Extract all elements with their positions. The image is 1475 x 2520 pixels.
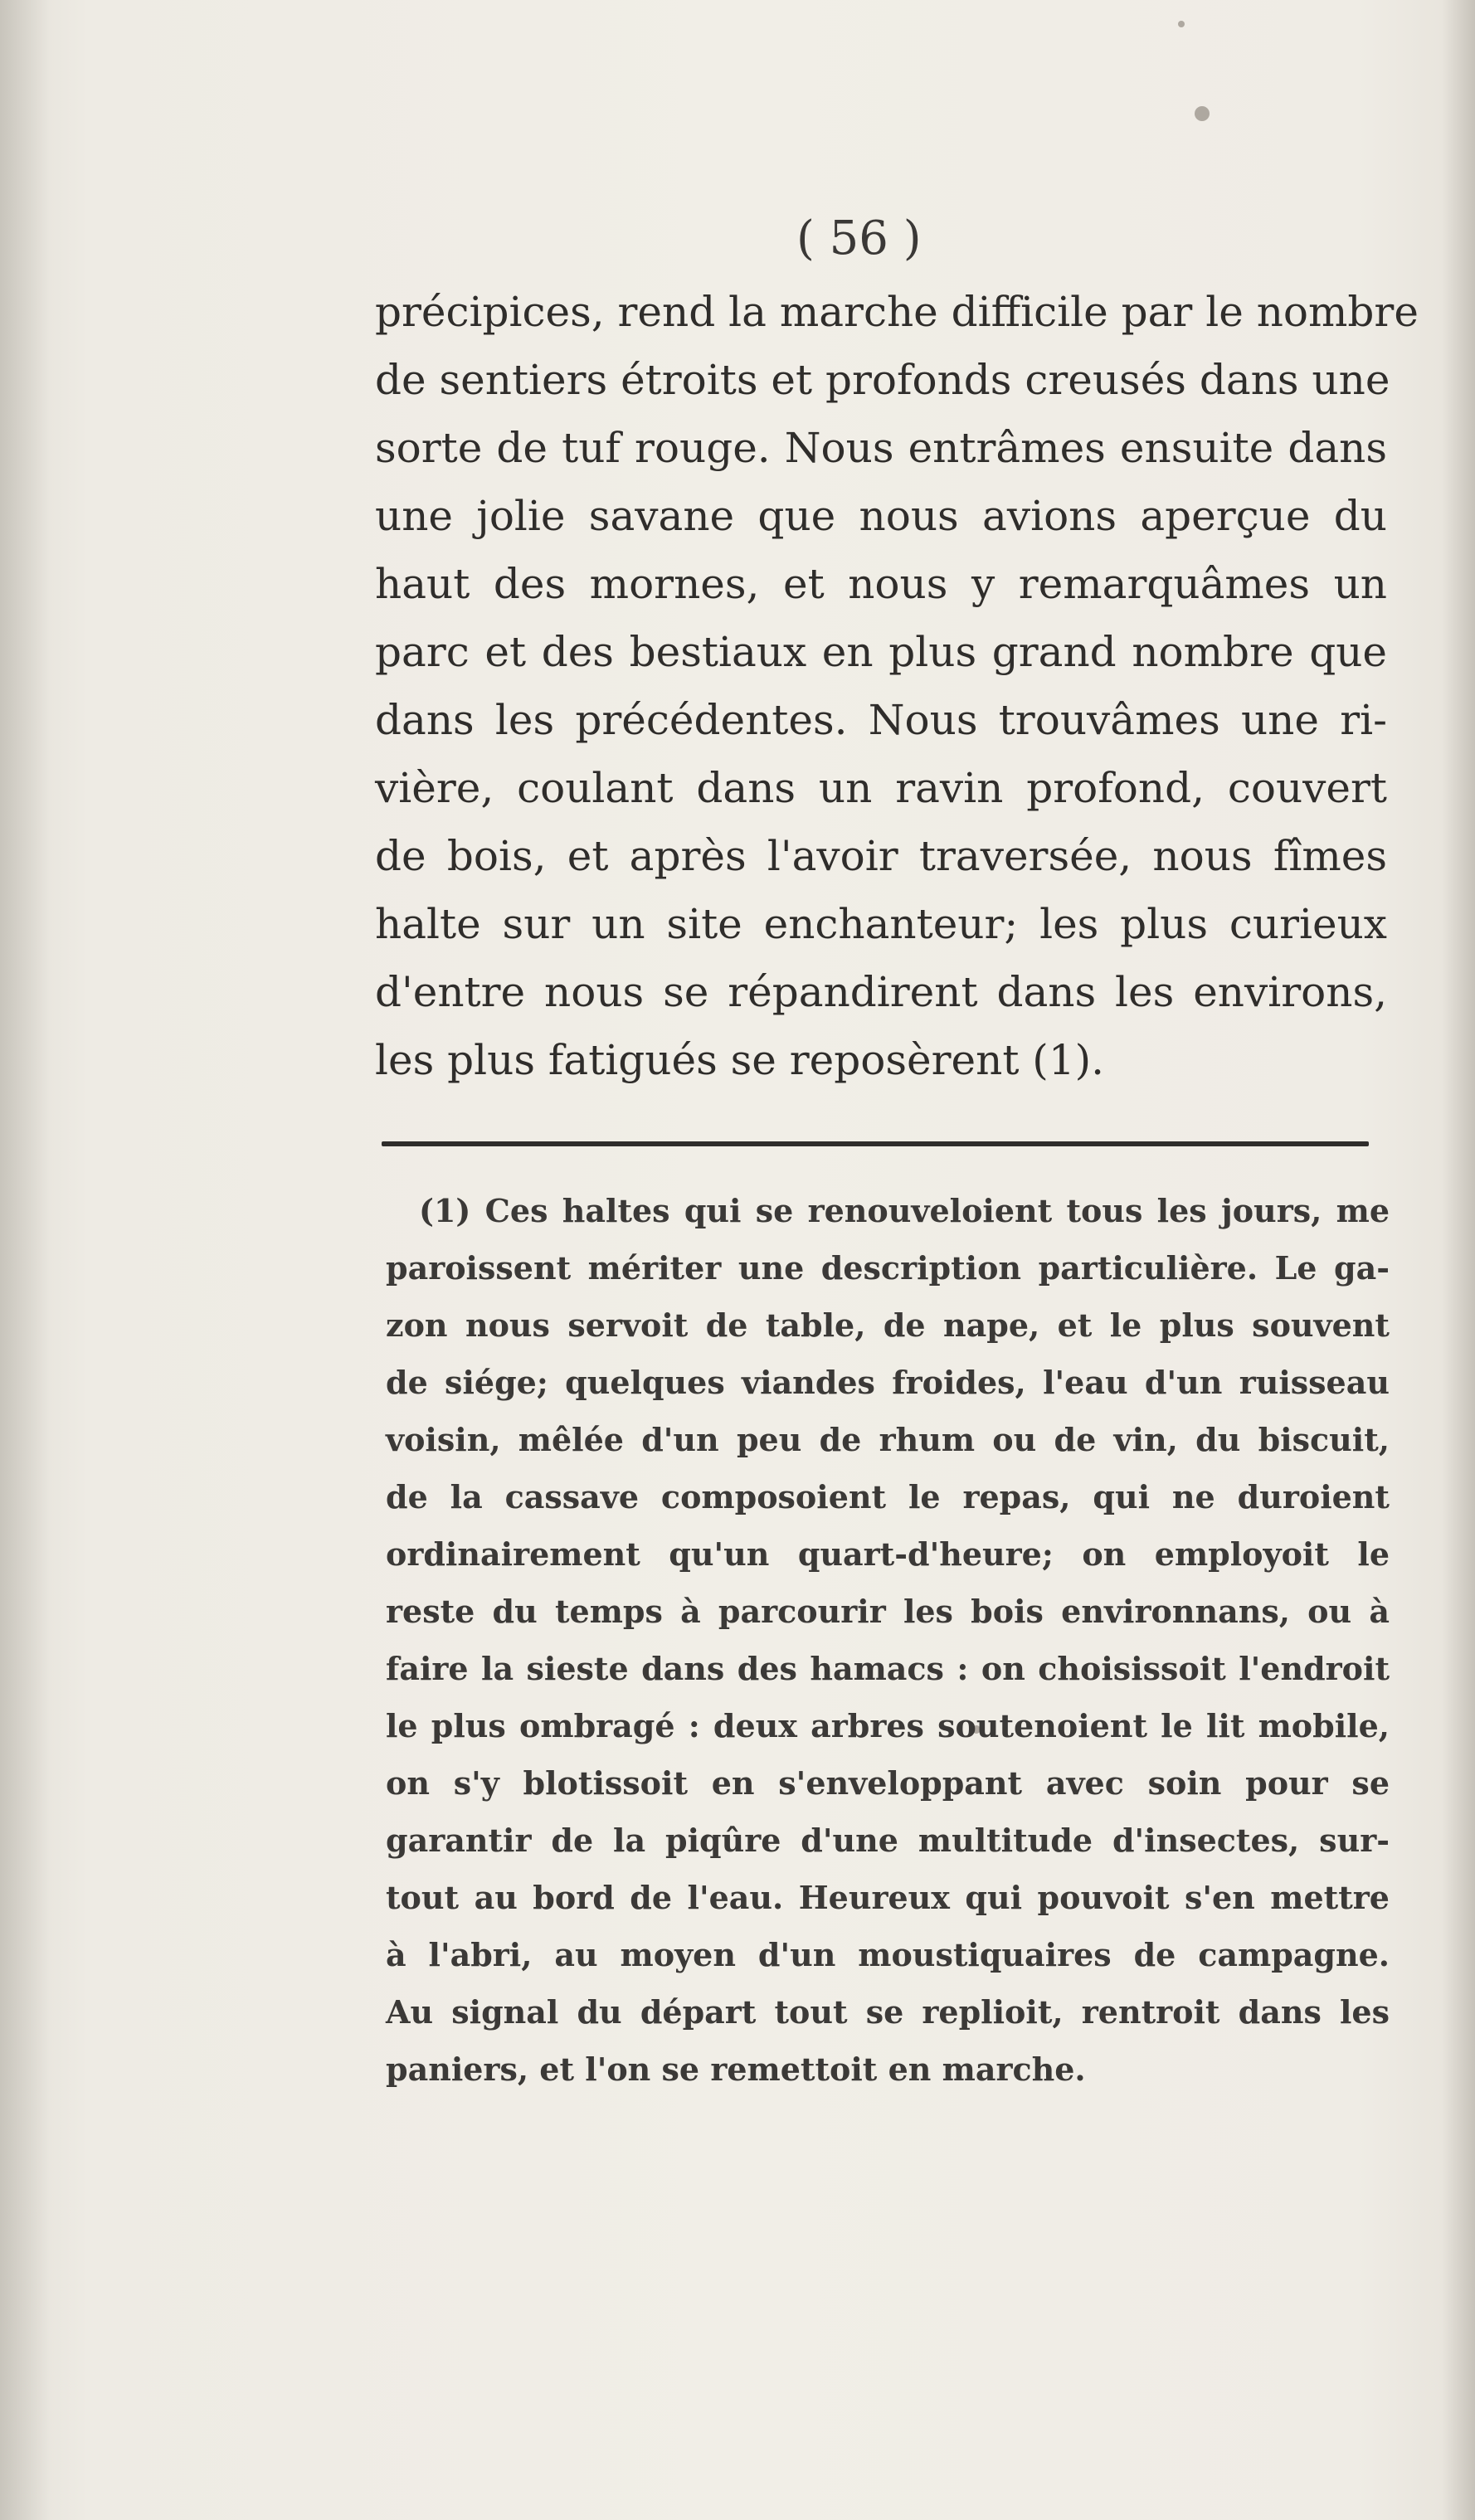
footnote-line: on s'y blotissoit en s'enveloppant avec soin pour se xyxy=(386,1764,1390,1802)
main-body-text xyxy=(375,278,1419,1094)
paper-speck xyxy=(1195,106,1210,121)
footnote-line: garantir de la piqûre d'une multitude d'insectes, sur- xyxy=(386,1822,1390,1859)
footnote-text xyxy=(386,1182,1390,2098)
footnote-line: Au signal du départ tout se replioit, rentroit dans les xyxy=(386,1993,1390,2031)
body-line: haut des mornes, et nous y remarquâmes un xyxy=(375,560,1387,608)
gutter-shadow xyxy=(0,0,50,2520)
body-line: halte sur un site enchanteur; les plus curieux xyxy=(375,900,1387,948)
body-line: précipices, rend la marche difficile par le nombre xyxy=(375,288,1419,336)
footnote-line: paniers, et l'on se remettoit en marche. xyxy=(386,2051,1086,2088)
body-line: d'entre nous se répandirent dans les environs, xyxy=(375,968,1387,1016)
body-line: de bois, et après l'avoir traversée, nous fîmes xyxy=(375,832,1387,880)
body-line: dans les précédentes. Nous trouvâmes une ri- xyxy=(375,696,1387,744)
body-line: une jolie savane que nous avions aperçue du xyxy=(375,492,1387,540)
paper-speck xyxy=(1178,21,1185,27)
body-line: vière, coulant dans un ravin profond, couvert xyxy=(375,764,1387,812)
page-edge-shadow xyxy=(1442,0,1475,2520)
footnote-line: paroissent mériter une description particulière. Le ga- xyxy=(386,1249,1390,1287)
body-line: de sentiers étroits et profonds creusés dans une xyxy=(375,356,1390,404)
footnote-line: de siége; quelques viandes froides, l'eau d'un ruisseau xyxy=(386,1364,1390,1401)
footnote-line: reste du temps à parcourir les bois environnans, ou à xyxy=(386,1593,1390,1630)
footnote-line: (1) Ces haltes qui se renouveloient tous les jours, me xyxy=(419,1192,1390,1229)
footnote-line: de la cassave composoient le repas, qui ne duroient xyxy=(386,1478,1390,1515)
footnote-line: voisin, mêlée d'un peu de rhum ou de vin, du biscuit, xyxy=(386,1421,1390,1458)
page-number: ( 56 ) xyxy=(796,212,922,265)
footnote-line: faire la sieste dans des hamacs : on choisissoit l'endroit xyxy=(386,1650,1390,1687)
body-line: les plus fatigués se reposèrent (1). xyxy=(375,1036,1105,1084)
footnote-separator-rule xyxy=(382,1141,1369,1146)
footnote-line: tout au bord de l'eau. Heureux qui pouvoit s'en mettre xyxy=(386,1879,1390,1916)
footnote-line: à l'abri, au moyen d'un moustiquaires de campagne. xyxy=(386,1936,1390,1973)
body-line: parc et des bestiaux en plus grand nombre que xyxy=(375,628,1387,676)
footnote-line: zon nous servoit de table, de nape, et le plus souvent xyxy=(386,1306,1390,1344)
footnote-line: ordinairement qu'un quart-d'heure; on employoit le xyxy=(386,1535,1390,1573)
body-line: sorte de tuf rouge. Nous entrâmes ensuite dans xyxy=(375,424,1387,472)
footnote-line: le plus ombragé : deux arbres soutenoient le lit mobile, xyxy=(386,1707,1390,1744)
